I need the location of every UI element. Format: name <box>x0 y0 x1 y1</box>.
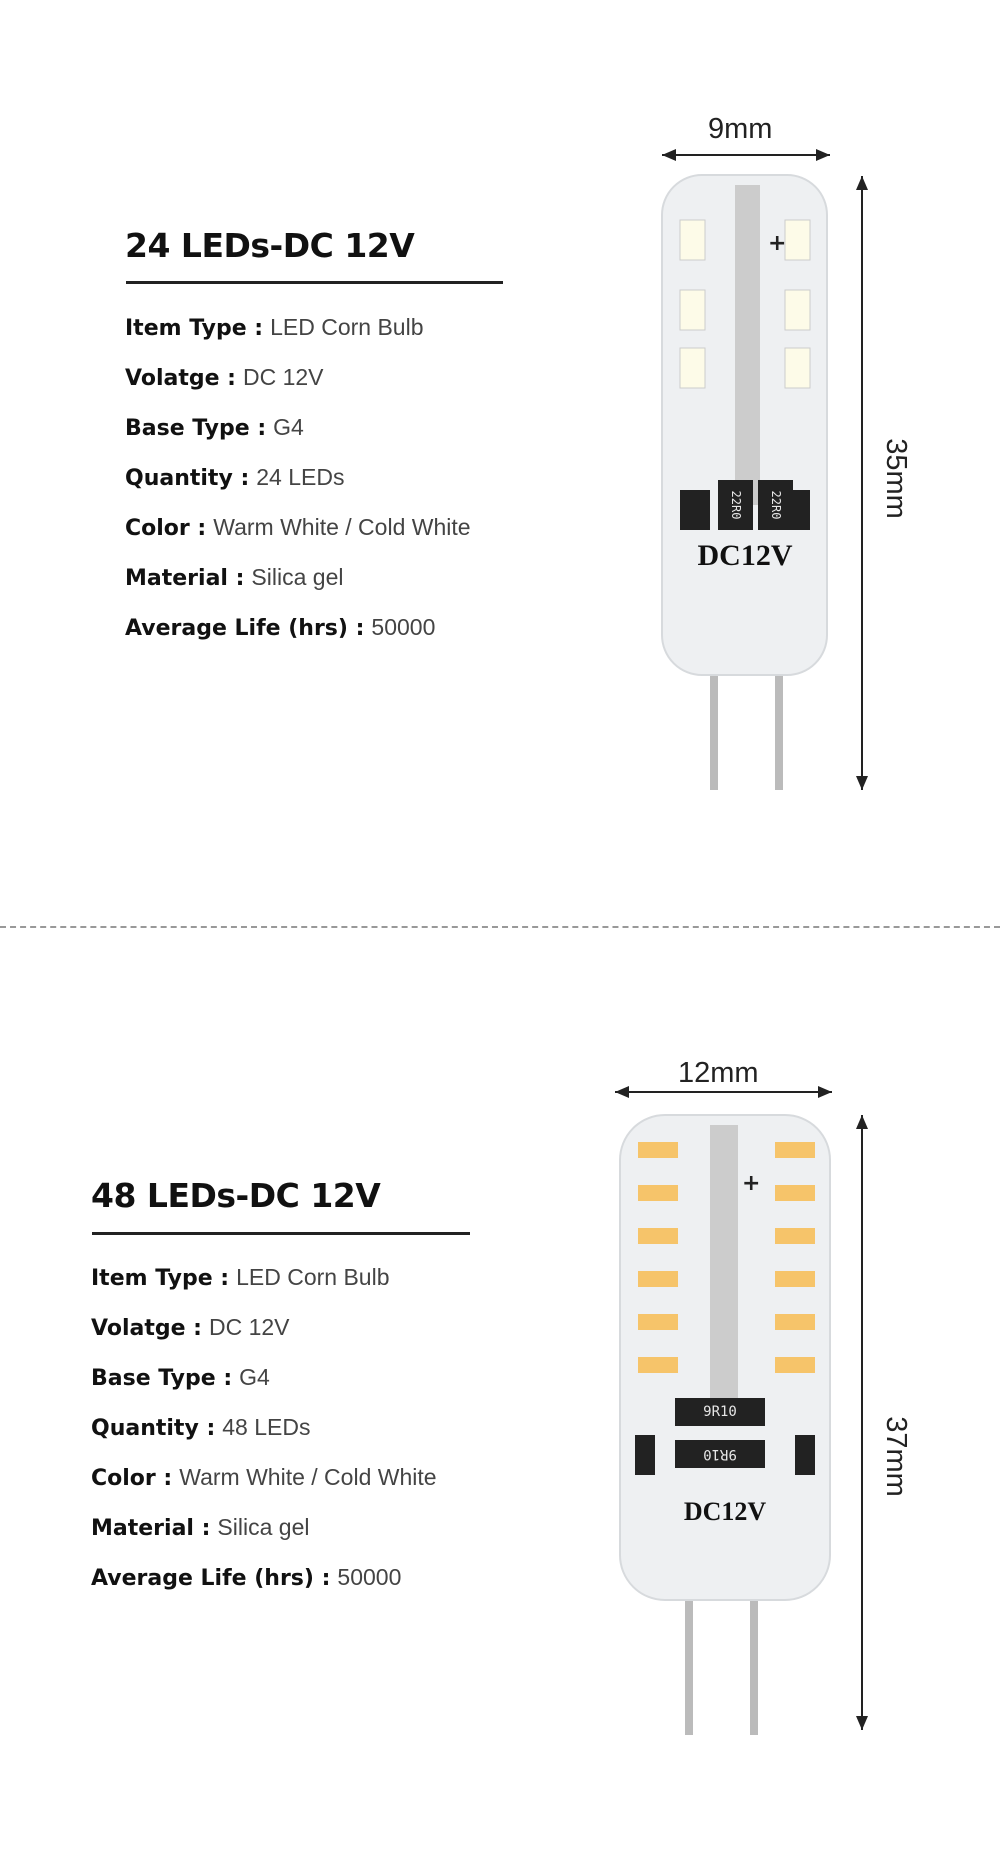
led-chip <box>775 1357 815 1373</box>
spec-label: Average Life (hrs) : <box>125 616 365 641</box>
svg-text:+: + <box>742 1171 761 1196</box>
bulb-24-led-image <box>640 110 980 810</box>
resistor-code: 22R0 <box>769 490 783 520</box>
spec-row <box>91 1414 310 1441</box>
spec-row <box>125 614 435 641</box>
spec-label: Volatge : <box>125 366 236 391</box>
spec-label: Base Type : <box>125 416 267 441</box>
spec-label: Material : <box>125 566 245 591</box>
spec-row <box>125 314 424 341</box>
height-dimension: 37mm <box>879 1416 912 1497</box>
spec-value: LED Corn Bulb <box>236 1264 390 1290</box>
spec-row <box>125 464 344 491</box>
led-chip <box>775 1314 815 1330</box>
spec-value: Silica gel <box>217 1514 310 1540</box>
led-chip <box>775 1228 815 1244</box>
spec-row <box>125 414 304 441</box>
spec-label: Volatge : <box>91 1316 202 1341</box>
spec-value: 48 LEDs <box>222 1414 311 1440</box>
led-chip <box>638 1185 678 1201</box>
bulb-marking: DC12V <box>683 1497 767 1526</box>
spec-label: Quantity : <box>125 466 250 491</box>
spec-label: Color : <box>91 1466 173 1491</box>
spec-value: Warm White / Cold White <box>179 1464 437 1490</box>
spec-label: Item Type : <box>125 316 264 341</box>
spec-label: Base Type : <box>91 1366 233 1391</box>
bulb-marking: DC12V <box>697 539 793 572</box>
spec-value: G4 <box>273 414 304 440</box>
svg-text:+: + <box>768 231 787 256</box>
spec-value: G4 <box>239 1364 270 1390</box>
section-2-title: 48 LEDs-DC 12V <box>91 1176 381 1215</box>
led-chip <box>638 1357 678 1373</box>
led-chip <box>775 1142 815 1158</box>
spec-label: Color : <box>125 516 207 541</box>
spec-value: Warm White / Cold White <box>213 514 471 540</box>
spec-row <box>91 1564 401 1591</box>
spec-label: Average Life (hrs) : <box>91 1566 331 1591</box>
spec-row <box>125 514 471 541</box>
section-divider <box>0 926 1000 928</box>
section-1-underline <box>126 281 503 284</box>
bulb-48-led-image <box>600 1050 980 1750</box>
led-chip <box>775 1185 815 1201</box>
spec-row <box>91 1364 270 1391</box>
led-chip <box>638 1314 678 1330</box>
height-dimension: 35mm <box>879 438 912 519</box>
spec-value: 50000 <box>371 614 436 640</box>
spec-label: Material : <box>91 1516 211 1541</box>
spec-value: DC 12V <box>208 1314 290 1340</box>
led-chip <box>638 1271 678 1287</box>
resistor-code: 22R0 <box>729 490 743 520</box>
spec-label: Item Type : <box>91 1266 230 1291</box>
spec-row <box>91 1514 309 1541</box>
section-2-underline <box>92 1232 470 1235</box>
section-1-title: 24 LEDs-DC 12V <box>125 226 415 265</box>
led-chip <box>775 1271 815 1287</box>
spec-label: Quantity : <box>91 1416 216 1441</box>
spec-row <box>125 564 343 591</box>
spec-value: DC 12V <box>242 364 324 390</box>
led-chip <box>638 1142 678 1158</box>
spec-row <box>91 1314 290 1341</box>
led-chip <box>638 1228 678 1244</box>
width-dimension: 9mm <box>708 113 773 145</box>
spec-value: 50000 <box>337 1564 402 1590</box>
spec-row <box>91 1264 390 1291</box>
spec-value: 24 LEDs <box>256 464 345 490</box>
width-dimension: 12mm <box>678 1057 759 1089</box>
spec-value: LED Corn Bulb <box>270 314 424 340</box>
spec-row <box>125 364 324 391</box>
spec-row <box>91 1464 437 1491</box>
resistor-code: 9R10 <box>703 1404 737 1420</box>
resistor-code: 9R10 <box>703 1446 737 1462</box>
spec-value: Silica gel <box>251 564 344 590</box>
